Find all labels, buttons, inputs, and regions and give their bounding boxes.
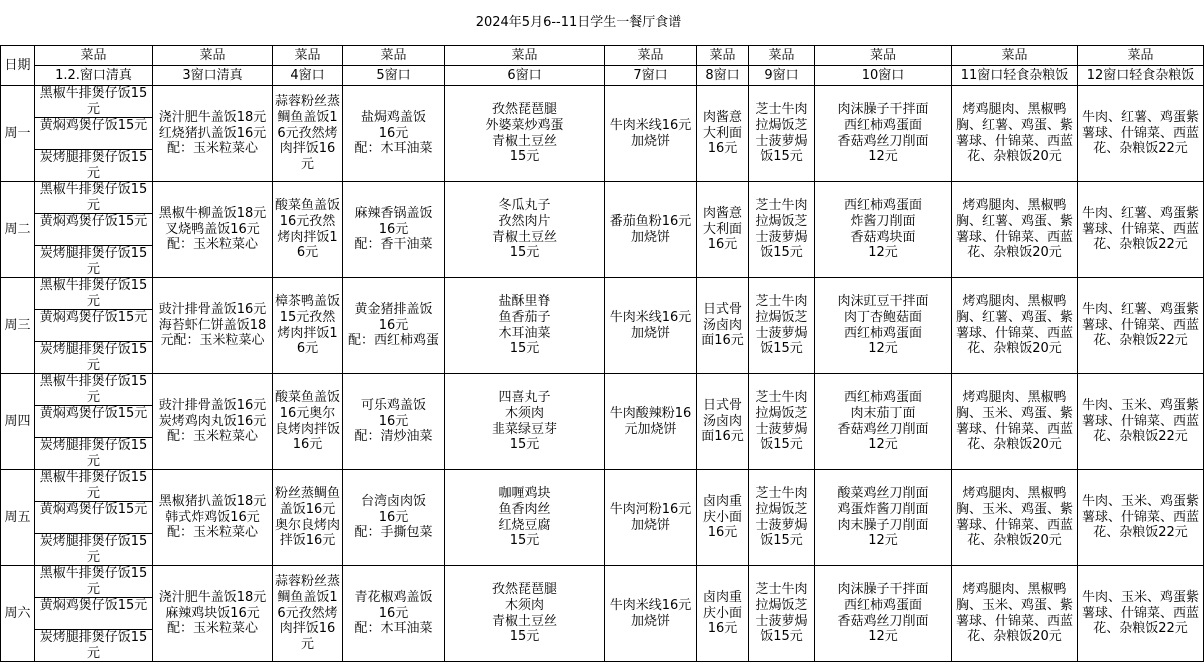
window-6-line: 15元: [509, 245, 540, 261]
window-7-text: 牛肉河粉16元加烧饼: [609, 501, 692, 533]
window-5-line: 可乐鸡盖饭: [360, 397, 426, 413]
window-1-2-items: [35, 86, 152, 181]
window-6-line: 15元: [509, 629, 540, 645]
window-11-text: 烤鸡腿肉、黑椒鸭胸、红薯、鸡蛋、紫薯球、什锦菜、西蓝花、杂粮饭20元: [955, 101, 1073, 165]
header-row-windows: [1, 66, 1204, 86]
window-10-line: 西红柿鸡蛋面: [843, 197, 922, 213]
window-11-cell: [952, 182, 1078, 278]
window-10-line: 肉末臊子刀削面: [837, 517, 929, 533]
window-7-cell: [605, 182, 697, 278]
window-6-line: 15元: [509, 341, 540, 357]
day-label: 周二: [1, 182, 35, 278]
window-6-line: 15元: [509, 149, 540, 165]
window-10-cell: [815, 470, 952, 566]
window-1-2-cell: [35, 86, 153, 182]
window-9-cell: [749, 566, 815, 662]
header-dish: 菜品: [815, 46, 952, 66]
window-7-cell: [605, 566, 697, 662]
day-label: 周六: [1, 566, 35, 662]
window-5-line: 配：西红柿鸡蛋: [347, 333, 439, 349]
window-4-cell: [273, 566, 343, 662]
window-10-line: 香菇鸡丝刀削面: [837, 133, 929, 149]
window-6-line: 韭菜绿豆芽: [491, 421, 557, 437]
window-3-cell: [153, 278, 273, 374]
window-12-cell: [1078, 182, 1204, 278]
window-7-text: 牛肉酸辣粉16元加烧饼: [609, 405, 692, 437]
header-window: 1.2.窗口清真: [35, 66, 153, 86]
window-12-text: 牛肉、玉米、鸡蛋紫薯球、什锦菜、西蓝花、杂粮饭22元: [1081, 589, 1199, 637]
window-1-2-cell: [35, 374, 153, 470]
window-8-line: 面16元: [701, 333, 744, 349]
day-row: [1, 374, 1204, 470]
window-1-2-item: 炭烤腿排煲仔饭15元: [39, 150, 148, 181]
window-6-cell: [445, 566, 605, 662]
window-10-line: 肉沫豇豆干拌面: [837, 293, 929, 309]
day-row: [1, 182, 1204, 278]
window-8-line: 日式骨: [702, 301, 742, 317]
window-1-2-item: 黄焖鸡煲仔饭15元: [35, 214, 152, 246]
window-6-line: 盐酥里脊: [498, 293, 551, 309]
window-3-cell: [153, 182, 273, 278]
window-10-cell: [815, 374, 952, 470]
window-6-cell: [445, 182, 605, 278]
day-row: [1, 566, 1204, 662]
header-dish: 菜品: [35, 46, 153, 66]
window-8-line: 庆小面: [702, 605, 742, 621]
window-8-cell: [697, 182, 749, 278]
window-6-line: 木耳油菜: [498, 325, 551, 341]
window-1-2-item: 黄焖鸡煲仔饭15元: [35, 502, 152, 534]
window-10-line: 香菇鸡丝刀削面: [837, 613, 929, 629]
window-1-2-item: 黑椒牛排煲仔饭15元: [35, 86, 152, 118]
header-dish: 菜品: [697, 46, 749, 66]
window-5-line: 配：香干油菜: [354, 237, 433, 253]
window-10-line: 肉末茄丁面: [850, 405, 916, 421]
window-10-line: 西红柿鸡蛋面: [843, 597, 922, 613]
window-3-text: 黑椒猪扒盖饭18元韩式炸鸡饭16元配：玉米粒菜心: [158, 493, 267, 541]
window-3-cell: [153, 566, 273, 662]
window-7-text: 牛肉米线16元加烧饼: [609, 117, 692, 149]
window-1-2-items: [35, 374, 152, 469]
header-window: 7窗口: [605, 66, 697, 86]
window-4-text: 樟茶鸭盖饭15元孜然烤肉拌饭16元: [275, 293, 341, 357]
window-6-line: 孜然肉片: [498, 213, 551, 229]
window-12-text: 牛肉、红薯、鸡蛋紫薯球、什锦菜、西蓝花、杂粮饭22元: [1081, 301, 1199, 349]
day-label: 周三: [1, 278, 35, 374]
window-4-cell: [273, 374, 343, 470]
day-row: [1, 86, 1204, 182]
window-11-text: 烤鸡腿肉、黑椒鸭胸、玉米、鸡蛋、紫薯球、什锦菜、西蓝花、杂粮饭20元: [955, 581, 1073, 645]
window-5-line: 配：清炒油菜: [354, 429, 433, 445]
day-label: 周一: [1, 86, 35, 182]
window-7-cell: [605, 470, 697, 566]
window-5-line: 台湾卤肉饭: [360, 493, 426, 509]
window-1-2-item: 黄焖鸡煲仔饭15元: [35, 310, 152, 342]
window-10-line: 肉沫臊子干拌面: [837, 101, 929, 117]
window-1-2-item: 黄焖鸡煲仔饭15元: [35, 598, 152, 630]
window-12-cell: [1078, 374, 1204, 470]
header-dish: 菜品: [445, 46, 605, 66]
window-5-line: 16元: [378, 317, 409, 333]
window-5-cell: [343, 86, 445, 182]
header-window: 8窗口: [697, 66, 749, 86]
window-6-line: 孜然琵琶腿: [491, 101, 557, 117]
window-3-cell: [153, 470, 273, 566]
window-8-cell: [697, 374, 749, 470]
window-11-cell: [952, 86, 1078, 182]
window-10-cell: [815, 566, 952, 662]
window-5-line: 盐焗鸡盖饭: [360, 109, 426, 125]
window-8-line: 汤卤肉: [702, 317, 742, 333]
window-9-text: 芝士牛肉拉焗饭芝士菠萝焗饭15元: [755, 293, 808, 357]
header-dish: 菜品: [605, 46, 697, 66]
window-10-line: 12元: [868, 341, 898, 357]
window-10-line: 12元: [868, 533, 898, 549]
day-label: 周五: [1, 470, 35, 566]
window-1-2-cell: [35, 278, 153, 374]
window-12-cell: [1078, 566, 1204, 662]
window-4-text: 酸菜鱼盖饭16元孜然烤肉拌饭16元: [275, 197, 341, 261]
window-5-line: 麻辣香锅盖饭: [354, 205, 433, 221]
window-11-cell: [952, 470, 1078, 566]
window-6-cell: [445, 86, 605, 182]
window-8-cell: [697, 86, 749, 182]
window-7-cell: [605, 374, 697, 470]
window-6-line: 15元: [509, 437, 540, 453]
window-7-text: 牛肉米线16元加烧饼: [609, 597, 692, 629]
window-5-cell: [343, 278, 445, 374]
window-5-line: 16元: [378, 413, 409, 429]
window-5-line: 黄金猪排盖饭: [354, 301, 433, 317]
window-5-line: 配：手撕包菜: [354, 525, 433, 541]
window-10-line: 肉丁杏鲍菇面: [843, 309, 922, 325]
window-10-line: 香菇鸡丝刀削面: [837, 421, 929, 437]
header-window: 9窗口: [749, 66, 815, 86]
window-8-line: 面16元: [701, 429, 744, 445]
window-6-line: 咖喱鸡块: [498, 485, 551, 501]
header-dish: 菜品: [343, 46, 445, 66]
window-11-cell: [952, 566, 1078, 662]
window-10-cell: [815, 86, 952, 182]
window-4-cell: [273, 182, 343, 278]
window-11-text: 烤鸡腿肉、黑椒鸭胸、玉米、鸡蛋、紫薯球、什锦菜、西蓝花、杂粮饭20元: [955, 485, 1073, 549]
window-8-line: 卤肉重: [702, 589, 742, 605]
window-8-line: 日式骨: [702, 397, 742, 413]
window-6-cell: [445, 278, 605, 374]
window-8-line: 卤肉重: [702, 493, 742, 509]
window-4-text: 蒜蓉粉丝蒸鲷鱼盖饭16元孜然烤肉拌饭16元: [275, 94, 341, 173]
window-9-text: 芝士牛肉拉焗饭芝士菠萝焗饭15元: [755, 389, 808, 453]
header-dish: 菜品: [153, 46, 273, 66]
window-3-text: 浇汁肥牛盖饭18元红烧猪扒盖饭16元配：玉米粒菜心: [158, 109, 267, 157]
window-5-cell: [343, 566, 445, 662]
window-10-line: 12元: [868, 245, 898, 261]
window-3-text: 豉汁排骨盖饭16元海苔虾仁饼盖饭18元配：玉米粒菜心: [158, 301, 267, 349]
window-6-cell: [445, 374, 605, 470]
window-6-line: 鱼香肉丝: [498, 501, 551, 517]
window-7-cell: [605, 278, 697, 374]
window-1-2-item: 炭烤腿排煲仔饭15元: [39, 438, 148, 469]
window-5-line: 配：木耳油菜: [354, 621, 433, 637]
window-8-line: 庆小面: [702, 509, 742, 525]
window-12-text: 牛肉、玉米、鸡蛋紫薯球、什锦菜、西蓝花、杂粮饭22元: [1081, 397, 1199, 445]
window-10-line: 西红柿鸡蛋面: [843, 117, 922, 133]
header-window: 3窗口清真: [153, 66, 273, 86]
window-12-cell: [1078, 86, 1204, 182]
window-6-line: 鱼香茄子: [498, 309, 551, 325]
window-1-2-item: 炭烤腿排煲仔饭15元: [39, 534, 148, 565]
window-4-cell: [273, 470, 343, 566]
header-row-dish: [1, 46, 1204, 66]
window-5-cell: [343, 374, 445, 470]
window-11-text: 烤鸡腿肉、黑椒鸭胸、红薯、鸡蛋、紫薯球、什锦菜、西蓝花、杂粮饭20元: [955, 293, 1073, 357]
window-5-line: 16元: [378, 605, 409, 621]
window-6-line: 青椒土豆丝: [491, 133, 557, 149]
window-8-line: 大利面: [702, 221, 742, 237]
header-window: 6窗口: [445, 66, 605, 86]
window-3-cell: [153, 374, 273, 470]
window-9-cell: [749, 86, 815, 182]
window-3-text: 豉汁排骨盖饭16元炭烤鸡肉丸饭16元配：玉米粒菜心: [158, 397, 267, 445]
window-10-line: 鸡蛋炸酱刀削面: [837, 501, 929, 517]
window-5-cell: [343, 182, 445, 278]
window-9-text: 芝士牛肉拉焗饭芝士菠萝焗饭15元: [755, 101, 808, 165]
window-8-line: 大利面: [702, 125, 742, 141]
window-4-text: 酸菜鱼盖饭16元奥尔良烤肉拌饭16元: [275, 389, 341, 453]
window-10-line: 肉沫臊子干拌面: [837, 581, 929, 597]
window-10-line: 香菇鸡块面: [850, 229, 916, 245]
window-7-text: 番茄鱼粉16元加烧饼: [609, 213, 692, 245]
window-1-2-item: 炭烤腿排煲仔饭15元: [39, 630, 148, 661]
window-10-line: 西红柿鸡蛋面: [843, 325, 922, 341]
window-12-text: 牛肉、红薯、鸡蛋紫薯球、什锦菜、西蓝花、杂粮饭22元: [1081, 109, 1199, 157]
window-1-2-cell: [35, 566, 153, 662]
window-6-line: 红烧豆腐: [498, 517, 551, 533]
window-1-2-item: 黄焖鸡煲仔饭15元: [35, 406, 152, 438]
window-10-line: 酸菜鸡丝刀削面: [837, 485, 929, 501]
window-10-line: 12元: [868, 437, 898, 453]
window-1-2-cell: [35, 182, 153, 278]
window-9-cell: [749, 374, 815, 470]
window-1-2-items: [35, 182, 152, 277]
window-5-line: 配：木耳油菜: [354, 141, 433, 157]
header-window: 12窗口轻食杂粮饭: [1078, 66, 1204, 86]
window-1-2-item: 黑椒牛排煲仔饭15元: [35, 374, 152, 406]
window-8-line: 汤卤肉: [702, 413, 742, 429]
window-1-2-item: 炭烤腿排煲仔饭15元: [39, 246, 148, 277]
window-12-text: 牛肉、红薯、鸡蛋紫薯球、什锦菜、西蓝花、杂粮饭22元: [1081, 205, 1199, 253]
window-8-line: 16元: [707, 237, 738, 253]
window-10-cell: [815, 182, 952, 278]
header-window: 5窗口: [343, 66, 445, 86]
window-9-text: 芝士牛肉拉焗饭芝士菠萝焗饭15元: [755, 197, 808, 261]
window-5-line: 青花椒鸡盖饭: [354, 589, 433, 605]
window-7-cell: [605, 86, 697, 182]
window-5-line: 16元: [378, 221, 409, 237]
window-1-2-items: [35, 278, 152, 373]
window-10-cell: [815, 278, 952, 374]
menu-table: [0, 45, 1204, 662]
window-6-line: 青椒土豆丝: [491, 613, 557, 629]
window-4-text: 蒜蓉粉丝蒸鲷鱼盖饭16元孜然烤肉拌饭16元: [275, 574, 341, 653]
window-1-2-item: 黄焖鸡煲仔饭15元: [35, 118, 152, 150]
window-8-cell: [697, 278, 749, 374]
window-10-line: 12元: [868, 629, 898, 645]
window-7-text: 牛肉米线16元加烧饼: [609, 309, 692, 341]
window-12-cell: [1078, 278, 1204, 374]
window-6-cell: [445, 470, 605, 566]
window-3-text: 黑椒牛柳盖饭18元叉烧鸭盖饭16元配：玉米粒菜心: [158, 205, 267, 253]
day-row: [1, 470, 1204, 566]
day-label: 周四: [1, 374, 35, 470]
window-6-line: 冬瓜丸子: [498, 197, 551, 213]
window-12-text: 牛肉、玉米、鸡蛋紫薯球、什锦菜、西蓝花、杂粮饭22元: [1081, 493, 1199, 541]
window-12-cell: [1078, 470, 1204, 566]
window-1-2-item: 炭烤腿排煲仔饭15元: [39, 342, 148, 373]
day-row: [1, 278, 1204, 374]
window-6-line: 青椒土豆丝: [491, 229, 557, 245]
window-6-line: 15元: [509, 533, 540, 549]
header-date: 日期: [1, 46, 35, 86]
window-1-2-item: 黑椒牛排煲仔饭15元: [35, 566, 152, 598]
window-5-line: 16元: [378, 125, 409, 141]
window-6-line: 木须肉: [504, 405, 544, 421]
window-1-2-item: 黑椒牛排煲仔饭15元: [35, 182, 152, 214]
header-dish: 菜品: [273, 46, 343, 66]
window-6-line: 孜然琵琶腿: [491, 581, 557, 597]
window-4-text: 粉丝蒸鲷鱼盖饭16元奥尔良烤肉拌饭16元: [275, 485, 341, 549]
window-8-line: 16元: [707, 141, 738, 157]
window-6-line: 木须肉: [504, 597, 544, 613]
window-8-line: 肉酱意: [702, 205, 742, 221]
window-10-line: 西红柿鸡蛋面: [843, 389, 922, 405]
window-1-2-item: 黑椒牛排煲仔饭15元: [35, 278, 152, 310]
window-11-text: 烤鸡腿肉、黑椒鸭胸、红薯、鸡蛋、紫薯球、什锦菜、西蓝花、杂粮饭20元: [955, 197, 1073, 261]
window-1-2-items: [35, 566, 152, 661]
header-window: 4窗口: [273, 66, 343, 86]
window-1-2-item: 黑椒牛排煲仔饭15元: [35, 470, 152, 502]
header-dish: 菜品: [1078, 46, 1204, 66]
window-5-line: 16元: [378, 509, 409, 525]
window-8-cell: [697, 470, 749, 566]
window-3-cell: [153, 86, 273, 182]
window-10-line: 12元: [868, 149, 898, 165]
window-1-2-cell: [35, 470, 153, 566]
header-window: 10窗口: [815, 66, 952, 86]
window-11-cell: [952, 278, 1078, 374]
window-11-cell: [952, 374, 1078, 470]
window-8-line: 16元: [707, 621, 738, 637]
header-dish: 菜品: [749, 46, 815, 66]
header-dish: 菜品: [952, 46, 1078, 66]
window-4-cell: [273, 86, 343, 182]
window-8-line: 16元: [707, 525, 738, 541]
window-9-text: 芝士牛肉拉焗饭芝士菠萝焗饭15元: [755, 581, 808, 645]
window-3-text: 浇汁肥牛盖饭18元麻辣鸡块饭16元配：玉米粒菜心: [158, 589, 267, 637]
page-title: 2024年5月6--11日学生一餐厅食谱: [475, 15, 682, 30]
window-9-cell: [749, 182, 815, 278]
window-9-cell: [749, 470, 815, 566]
header-window: 11窗口轻食杂粮饭: [952, 66, 1078, 86]
window-8-cell: [697, 566, 749, 662]
window-8-line: 肉酱意: [702, 109, 742, 125]
window-6-line: 四喜丸子: [498, 389, 551, 405]
window-9-cell: [749, 278, 815, 374]
window-11-text: 烤鸡腿肉、黑椒鸭胸、玉米、鸡蛋、紫薯球、什锦菜、西蓝花、杂粮饭20元: [955, 389, 1073, 453]
window-9-text: 芝士牛肉拉焗饭芝士菠萝焗饭15元: [755, 485, 808, 549]
window-6-line: 外婆菜炒鸡蛋: [485, 117, 564, 133]
window-10-line: 炸酱刀削面: [850, 213, 916, 229]
window-1-2-items: [35, 470, 152, 565]
window-5-cell: [343, 470, 445, 566]
window-4-cell: [273, 278, 343, 374]
